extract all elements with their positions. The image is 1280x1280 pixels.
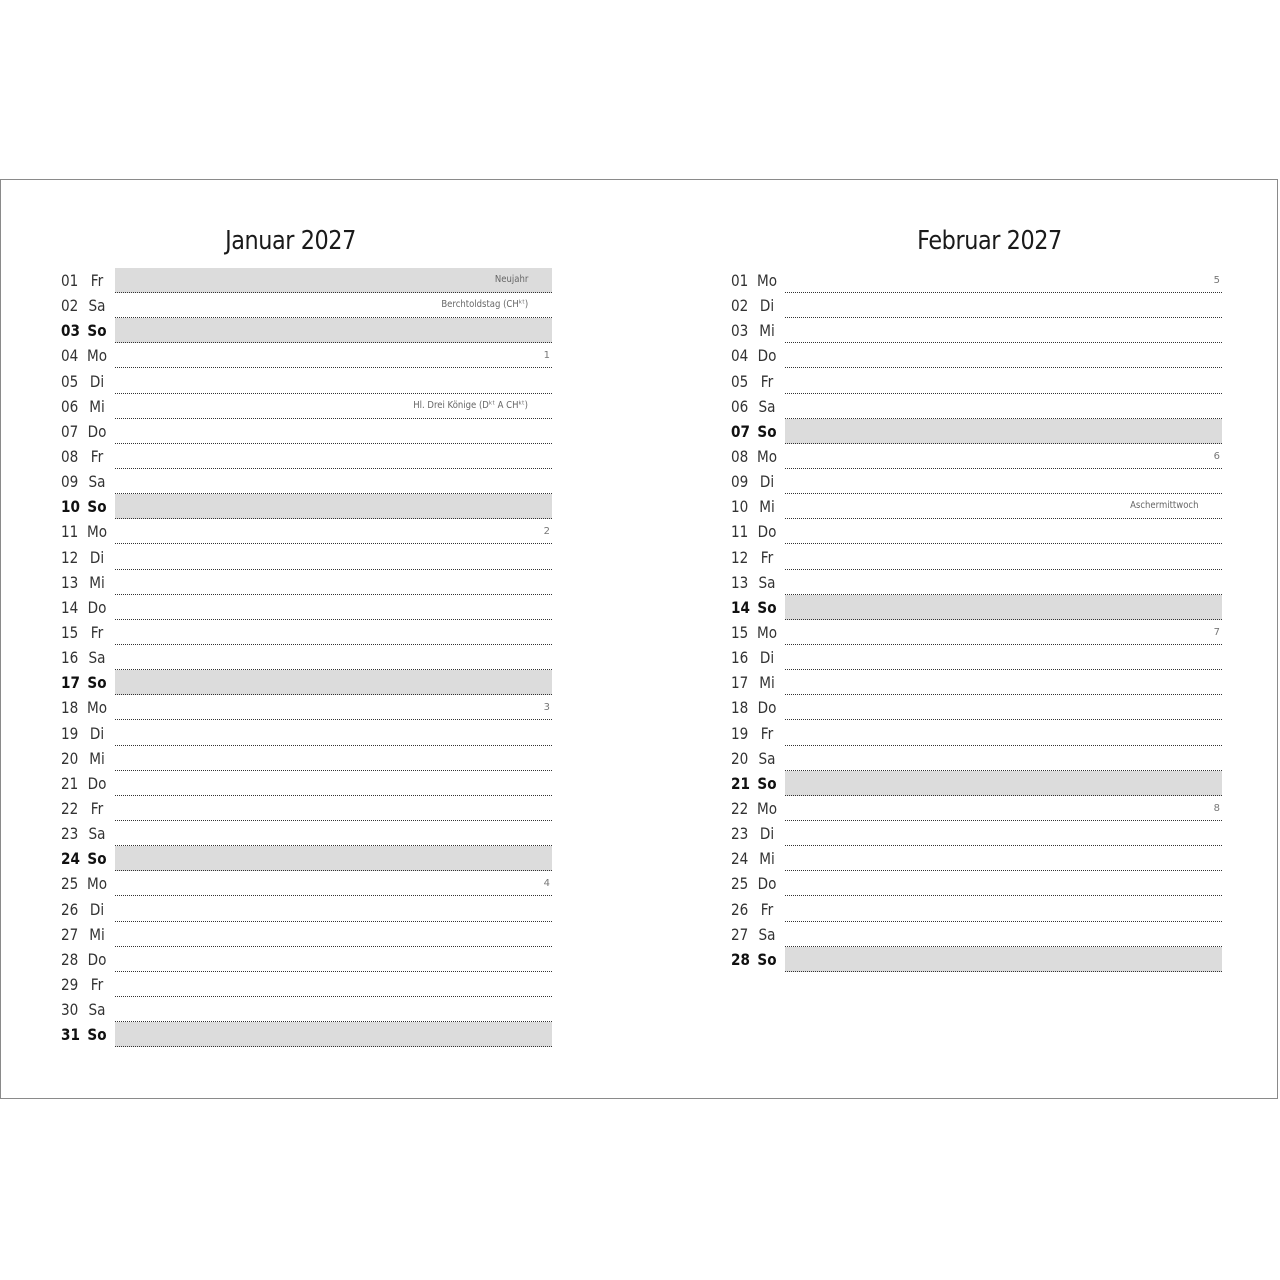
day-number: 04	[61, 346, 79, 366]
day-of-week: Mi	[89, 924, 105, 944]
day-row[interactable]	[731, 645, 1223, 670]
day-of-week: Mo	[86, 698, 108, 718]
day-row[interactable]	[61, 318, 553, 343]
day-row[interactable]	[61, 519, 553, 544]
day-row[interactable]	[731, 620, 1223, 645]
day-row[interactable]	[61, 796, 553, 821]
day-of-week: Sa	[88, 824, 106, 844]
planner-spread	[0, 179, 1278, 1099]
day-number: 12	[731, 547, 749, 567]
writing-line[interactable]	[785, 369, 1222, 394]
day-number: 18	[61, 698, 79, 718]
day-number: 26	[61, 899, 79, 919]
writing-line[interactable]	[785, 721, 1222, 746]
day-number: 16	[731, 648, 749, 668]
day-of-week: Di	[89, 723, 105, 743]
day-of-week: Mi	[759, 321, 775, 341]
day-number: 21	[731, 773, 750, 793]
day-row[interactable]	[731, 721, 1223, 746]
day-of-week: So	[757, 949, 777, 969]
holiday-note: Berchtoldstag (CHᵏᵗ)	[441, 299, 528, 311]
day-number: 30	[61, 1000, 79, 1020]
week-number: 6	[1213, 450, 1220, 462]
day-number: 03	[731, 321, 749, 341]
day-row[interactable]	[731, 268, 1223, 293]
day-of-week: Sa	[758, 924, 776, 944]
day-number: 31	[61, 1025, 80, 1045]
day-of-week: Sa	[758, 748, 776, 768]
holiday-note: Hl. Drei Könige (Dᵏᵗ A CHᵏᵗ)	[413, 399, 528, 411]
day-of-week: Di	[759, 472, 775, 492]
day-number: 13	[61, 572, 79, 592]
day-of-week: Do	[757, 522, 777, 542]
day-row[interactable]	[731, 419, 1223, 444]
writing-line[interactable]	[115, 947, 552, 972]
day-number: 20	[731, 748, 749, 768]
writing-line[interactable]	[785, 519, 1222, 544]
day-row[interactable]	[731, 771, 1223, 796]
writing-line[interactable]	[785, 846, 1222, 871]
day-number: 24	[61, 849, 80, 869]
day-row[interactable]	[61, 871, 553, 896]
day-row[interactable]	[731, 796, 1223, 821]
day-row[interactable]	[61, 1022, 553, 1047]
day-of-week: Sa	[88, 472, 106, 492]
writing-line[interactable]	[115, 771, 552, 796]
day-row[interactable]	[61, 670, 553, 695]
day-of-week: Mo	[756, 446, 778, 466]
day-row[interactable]	[731, 570, 1223, 595]
day-row[interactable]	[731, 469, 1223, 494]
day-number: 14	[61, 597, 79, 617]
day-of-week: Sa	[758, 572, 776, 592]
day-of-week: Fr	[760, 547, 774, 567]
day-number: 11	[731, 522, 749, 542]
day-row[interactable]	[731, 897, 1223, 922]
day-row[interactable]	[61, 746, 553, 771]
week-number: 2	[543, 526, 550, 538]
day-number: 21	[61, 773, 79, 793]
day-row[interactable]	[61, 494, 553, 519]
writing-line[interactable]	[115, 419, 552, 444]
writing-line[interactable]	[785, 746, 1222, 771]
day-of-week: Mo	[756, 622, 778, 642]
day-of-week: Di	[759, 824, 775, 844]
day-row[interactable]	[731, 444, 1223, 469]
writing-line[interactable]	[115, 268, 552, 293]
writing-line[interactable]	[785, 595, 1222, 620]
day-number: 22	[61, 798, 79, 818]
day-of-week: Do	[87, 949, 107, 969]
day-number: 05	[731, 371, 749, 391]
day-number: 14	[731, 597, 750, 617]
week-number: 7	[1213, 626, 1220, 638]
day-number: 02	[61, 296, 79, 316]
day-number: 22	[731, 798, 749, 818]
day-number: 26	[731, 899, 749, 919]
day-number: 06	[61, 396, 79, 416]
day-row[interactable]	[61, 595, 553, 620]
day-number: 20	[61, 748, 79, 768]
writing-line[interactable]	[115, 972, 552, 997]
day-number: 25	[731, 874, 749, 894]
day-row[interactable]	[61, 846, 553, 871]
day-row[interactable]	[731, 293, 1223, 318]
day-row[interactable]	[731, 695, 1223, 720]
writing-line[interactable]	[115, 821, 552, 846]
day-of-week: Mo	[86, 874, 108, 894]
day-of-week: Di	[759, 648, 775, 668]
week-number: 8	[1213, 802, 1220, 814]
writing-line[interactable]	[115, 545, 552, 570]
writing-line[interactable]	[785, 695, 1222, 720]
day-of-week: Sa	[758, 396, 776, 416]
day-number: 08	[731, 446, 749, 466]
day-row[interactable]	[61, 419, 553, 444]
day-of-week: Do	[87, 421, 107, 441]
day-row[interactable]	[61, 343, 553, 368]
day-number: 08	[61, 446, 79, 466]
day-of-week: So	[87, 497, 107, 517]
writing-line[interactable]	[115, 394, 552, 419]
month-title-february: Februar 2027	[917, 226, 1062, 256]
writing-line[interactable]	[115, 721, 552, 746]
day-number: 02	[731, 296, 749, 316]
day-of-week: Mo	[756, 798, 778, 818]
writing-line[interactable]	[115, 469, 552, 494]
day-number: 29	[61, 974, 79, 994]
day-row[interactable]	[731, 369, 1223, 394]
day-number: 12	[61, 547, 79, 567]
writing-line[interactable]	[785, 947, 1222, 972]
day-of-week: Di	[89, 899, 105, 919]
day-number: 11	[61, 522, 79, 542]
day-of-week: Do	[757, 698, 777, 718]
day-row[interactable]	[731, 343, 1223, 368]
writing-line[interactable]	[115, 746, 552, 771]
day-of-week: So	[87, 1025, 107, 1045]
writing-line[interactable]	[785, 897, 1222, 922]
day-row[interactable]	[61, 293, 553, 318]
day-row[interactable]	[731, 922, 1223, 947]
day-of-week: Fr	[90, 271, 104, 290]
day-row[interactable]	[61, 922, 553, 947]
day-number: 23	[61, 824, 79, 844]
holiday-note: Neujahr	[494, 274, 528, 285]
day-of-week: Di	[89, 371, 105, 391]
day-row[interactable]	[61, 268, 553, 293]
day-number: 25	[61, 874, 79, 894]
day-of-week: Mi	[759, 849, 775, 869]
day-row[interactable]	[731, 519, 1223, 544]
writing-line[interactable]	[785, 318, 1222, 343]
day-number: 17	[731, 673, 749, 693]
day-number: 19	[61, 723, 79, 743]
writing-line[interactable]	[115, 871, 552, 896]
day-row[interactable]	[61, 620, 553, 645]
day-number: 13	[731, 572, 749, 592]
writing-line[interactable]	[115, 519, 552, 544]
writing-line[interactable]	[115, 494, 552, 519]
writing-line[interactable]	[785, 620, 1222, 645]
writing-line[interactable]	[785, 268, 1222, 293]
day-row[interactable]	[61, 570, 553, 595]
day-row[interactable]	[61, 469, 553, 494]
day-of-week: Do	[757, 346, 777, 366]
day-of-week: Fr	[90, 446, 104, 466]
day-row[interactable]	[731, 394, 1223, 419]
day-number: 15	[731, 622, 749, 642]
day-number: 05	[61, 371, 79, 391]
day-of-week: So	[87, 673, 107, 693]
day-number: 04	[731, 346, 749, 366]
writing-line[interactable]	[115, 595, 552, 620]
writing-line[interactable]	[115, 670, 552, 695]
writing-line[interactable]	[115, 997, 552, 1022]
day-row[interactable]	[731, 545, 1223, 570]
day-of-week: Mi	[89, 396, 105, 416]
day-of-week: So	[87, 321, 107, 341]
day-of-week: So	[757, 773, 777, 793]
day-row[interactable]	[731, 670, 1223, 695]
day-row[interactable]	[61, 369, 553, 394]
day-number: 18	[731, 698, 749, 718]
day-row[interactable]	[61, 721, 553, 746]
writing-line[interactable]	[785, 469, 1222, 494]
writing-line[interactable]	[785, 419, 1222, 444]
writing-line[interactable]	[115, 620, 552, 645]
week-number: 3	[543, 702, 550, 714]
day-row[interactable]	[61, 897, 553, 922]
day-of-week: Mo	[86, 522, 108, 542]
writing-line[interactable]	[115, 645, 552, 670]
writing-line[interactable]	[115, 444, 552, 469]
day-of-week: Mi	[89, 748, 105, 768]
day-of-week: Do	[757, 874, 777, 894]
day-of-week: So	[757, 421, 777, 441]
day-of-week: Do	[87, 597, 107, 617]
week-number: 5	[1213, 275, 1220, 286]
day-of-week: Fr	[90, 622, 104, 642]
day-number: 28	[61, 949, 79, 969]
writing-line[interactable]	[115, 369, 552, 394]
writing-line[interactable]	[115, 570, 552, 595]
writing-line[interactable]	[785, 645, 1222, 670]
day-row[interactable]	[61, 545, 553, 570]
day-row[interactable]	[61, 972, 553, 997]
writing-line[interactable]	[115, 343, 552, 368]
day-number: 28	[731, 949, 750, 969]
month-title-january: Januar 2027	[225, 226, 356, 256]
day-of-week: So	[87, 849, 107, 869]
week-number: 1	[543, 350, 550, 362]
day-row[interactable]	[731, 746, 1223, 771]
day-number: 15	[61, 622, 79, 642]
writing-line[interactable]	[785, 394, 1222, 419]
february-day-list	[731, 268, 1223, 972]
writing-line[interactable]	[785, 922, 1222, 947]
day-row[interactable]	[731, 871, 1223, 896]
day-number: 03	[61, 321, 80, 341]
day-number: 17	[61, 673, 80, 693]
day-row[interactable]	[61, 821, 553, 846]
writing-line[interactable]	[785, 670, 1222, 695]
day-number: 09	[61, 472, 79, 492]
writing-line[interactable]	[115, 796, 552, 821]
day-number: 19	[731, 723, 749, 743]
day-of-week: Mi	[89, 572, 105, 592]
day-row[interactable]	[61, 645, 553, 670]
day-number: 27	[731, 924, 749, 944]
writing-line[interactable]	[785, 293, 1222, 318]
writing-line[interactable]	[785, 570, 1222, 595]
day-of-week: Do	[87, 773, 107, 793]
day-of-week: Sa	[88, 296, 106, 316]
writing-line[interactable]	[115, 897, 552, 922]
january-page	[1, 180, 640, 1098]
writing-line[interactable]	[785, 871, 1222, 896]
writing-line[interactable]	[785, 821, 1222, 846]
day-number: 01	[61, 271, 79, 290]
day-row[interactable]	[731, 318, 1223, 343]
writing-line[interactable]	[115, 922, 552, 947]
day-of-week: Di	[759, 296, 775, 316]
day-of-week: Fr	[760, 723, 774, 743]
day-row[interactable]	[61, 947, 553, 972]
day-row[interactable]	[61, 997, 553, 1022]
day-of-week: Mo	[86, 346, 108, 366]
day-row[interactable]	[731, 947, 1223, 972]
day-number: 16	[61, 648, 79, 668]
day-of-week: Di	[89, 547, 105, 567]
day-number: 06	[731, 396, 749, 416]
day-row[interactable]	[61, 394, 553, 419]
day-number: 10	[61, 497, 80, 517]
writing-line[interactable]	[115, 318, 552, 343]
day-row[interactable]	[61, 771, 553, 796]
writing-line[interactable]	[785, 343, 1222, 368]
day-row[interactable]	[731, 846, 1223, 871]
january-day-list	[61, 268, 553, 1047]
day-row[interactable]	[61, 695, 553, 720]
day-of-week: Mi	[759, 673, 775, 693]
day-row[interactable]	[731, 595, 1223, 620]
day-number: 23	[731, 824, 749, 844]
week-number: 4	[543, 878, 550, 890]
day-number: 07	[731, 421, 750, 441]
day-row[interactable]	[61, 444, 553, 469]
writing-line[interactable]	[785, 771, 1222, 796]
writing-line[interactable]	[115, 293, 552, 318]
day-number: 24	[731, 849, 749, 869]
day-of-week: Mo	[756, 271, 778, 290]
day-of-week: Fr	[90, 974, 104, 994]
writing-line[interactable]	[115, 695, 552, 720]
writing-line[interactable]	[785, 444, 1222, 469]
day-number: 01	[731, 271, 749, 290]
february-page	[640, 180, 1279, 1098]
day-number: 27	[61, 924, 79, 944]
day-row[interactable]	[731, 821, 1223, 846]
day-of-week: Mi	[759, 497, 775, 517]
day-of-week: So	[757, 597, 777, 617]
day-row[interactable]	[731, 494, 1223, 519]
day-of-week: Fr	[90, 798, 104, 818]
writing-line[interactable]	[785, 494, 1222, 519]
writing-line[interactable]	[785, 796, 1222, 821]
day-of-week: Fr	[760, 371, 774, 391]
day-number: 10	[731, 497, 749, 517]
day-number: 09	[731, 472, 749, 492]
day-of-week: Sa	[88, 1000, 106, 1020]
writing-line[interactable]	[785, 545, 1222, 570]
holiday-note: Aschermittwoch	[1129, 500, 1198, 512]
writing-line[interactable]	[115, 846, 552, 871]
writing-line[interactable]	[115, 1022, 552, 1047]
day-of-week: Sa	[88, 648, 106, 668]
day-of-week: Fr	[760, 899, 774, 919]
day-number: 07	[61, 421, 79, 441]
